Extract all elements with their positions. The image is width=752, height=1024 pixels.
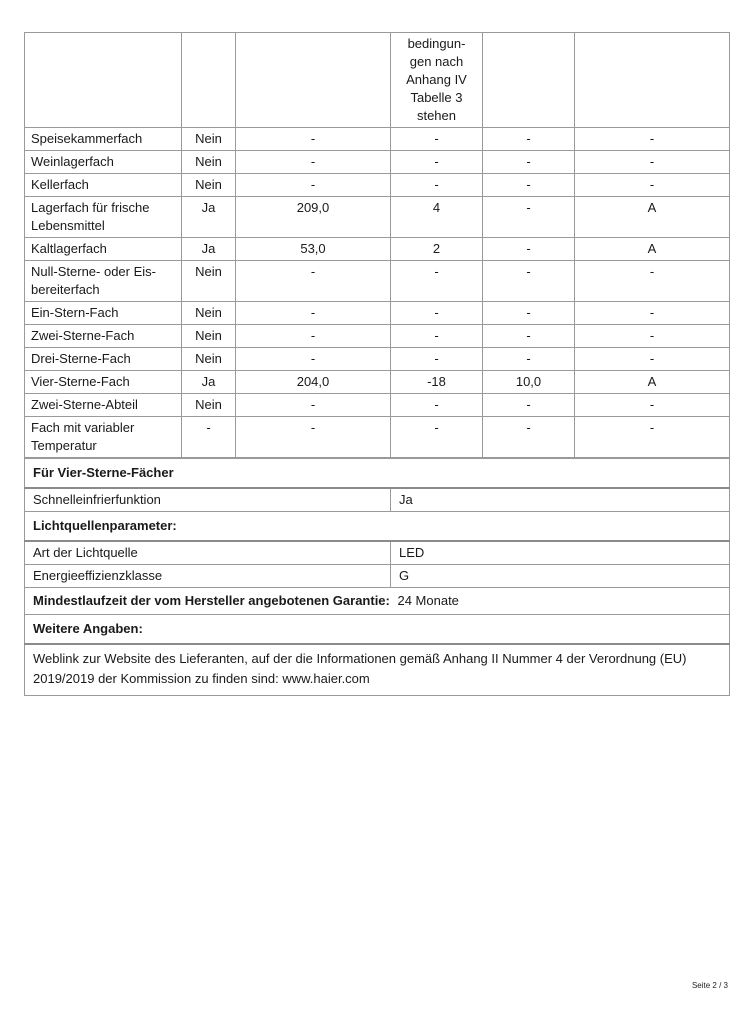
compartment-defrost-type: - [575,394,730,417]
compartment-name: Zwei-Sterne-Fach [25,325,182,348]
warranty-row [25,588,730,615]
compartment-name: Ein-Stern-Fach [25,302,182,325]
compartment-name: Kellerfach [25,174,182,197]
compartment-present: Nein [182,174,236,197]
header-cell-conditions: bedingun- gen nach Anhang IV Tabelle 3 stehen [391,33,483,128]
compartment-temperature: - [391,325,483,348]
compartment-volume: - [236,151,391,174]
compartment-freezing-capacity: - [483,174,575,197]
compartment-defrost-type: - [575,128,730,151]
compartment-volume: - [236,348,391,371]
compartment-defrost-type: - [575,151,730,174]
light-type-label: Art der Lichtquelle [25,541,391,565]
compartment-present: Nein [182,302,236,325]
compartment-defrost-type: - [575,325,730,348]
warranty-label: Mindestlaufzeit der vom Hersteller angebotenen Garantie: [33,593,390,608]
compartment-temperature: - [391,174,483,197]
compartment-name: Weinlagerfach [25,151,182,174]
compartment-temperature: - [391,394,483,417]
compartment-freezing-capacity: - [483,238,575,261]
table-row [25,174,730,197]
further-section [25,615,730,645]
compartment-volume: 204,0 [236,371,391,394]
compartment-present: - [182,417,236,458]
four-star-heading: Für Vier-Sterne-Fächer [25,459,730,489]
compartment-present: Ja [182,371,236,394]
compartment-defrost-type: A [575,197,730,238]
compartment-volume: - [236,174,391,197]
compartment-name: Speisekammerfach [25,128,182,151]
header-cell-empty [25,33,182,128]
compartment-name: Lagerfach für frische Lebensmittel [25,197,182,238]
compartment-present: Nein [182,128,236,151]
compartment-temperature: - [391,261,483,302]
compartment-volume: - [236,417,391,458]
compartment-volume: - [236,302,391,325]
table-row [25,325,730,348]
light-type-row [25,541,730,565]
compartment-freezing-capacity: - [483,197,575,238]
compartment-table [24,32,730,458]
energy-class-label: Energieeffizienzklasse [25,565,391,588]
weblink-row [25,644,730,696]
compartment-freezing-capacity: - [483,128,575,151]
table-row [25,261,730,302]
energy-class-row [25,565,730,588]
four-star-section [25,459,730,489]
table-row [25,394,730,417]
compartment-temperature: 2 [391,238,483,261]
table-row [25,417,730,458]
compartment-name: Vier-Sterne-Fach [25,371,182,394]
quick-freeze-label: Schnelleinfrierfunktion [25,488,391,512]
weblink-text: Weblink zur Website des Lieferanten, auf der die Informationen gemäß Anhang II Nummer 4 der Verordnung (EU) 2019/2019 der Kommission zu finden sind: www.haier.com [25,644,730,696]
compartment-freezing-capacity: - [483,394,575,417]
compartment-temperature: 4 [391,197,483,238]
compartment-present: Nein [182,348,236,371]
compartment-volume: - [236,261,391,302]
compartment-volume: 53,0 [236,238,391,261]
header-cell-empty [182,33,236,128]
compartment-freezing-capacity: - [483,325,575,348]
compartment-present: Nein [182,261,236,302]
header-cell-empty [483,33,575,128]
compartment-present: Nein [182,394,236,417]
warranty-value: 24 Monate [397,593,459,608]
compartment-freezing-capacity: - [483,302,575,325]
light-heading: Lichtquellenparameter: [25,512,730,542]
compartment-present: Ja [182,238,236,261]
header-cell-empty [575,33,730,128]
header-cell-empty [236,33,391,128]
compartment-volume: 209,0 [236,197,391,238]
compartment-temperature: -18 [391,371,483,394]
compartment-freezing-capacity: - [483,417,575,458]
table-header-fragment-row [25,33,730,128]
quick-freeze-row [25,488,730,512]
table-row [25,302,730,325]
compartment-name: Null-Sterne- oder Eis-bereiterfach [25,261,182,302]
compartment-defrost-type: - [575,302,730,325]
compartment-name: Drei-Sterne-Fach [25,348,182,371]
compartment-name: Fach mit variabler Temperatur [25,417,182,458]
compartment-temperature: - [391,151,483,174]
compartment-defrost-type: A [575,238,730,261]
compartment-name: Kaltlagerfach [25,238,182,261]
table-row [25,371,730,394]
compartment-temperature: - [391,128,483,151]
warranty-cell [25,588,730,615]
compartment-present: Nein [182,325,236,348]
compartment-present: Ja [182,197,236,238]
compartment-freezing-capacity: - [483,261,575,302]
compartment-temperature: - [391,302,483,325]
table-row [25,151,730,174]
compartment-temperature: - [391,348,483,371]
light-section [25,512,730,542]
compartment-defrost-type: - [575,417,730,458]
compartment-temperature: - [391,417,483,458]
table-row [25,128,730,151]
light-type-value: LED [391,541,730,565]
further-heading: Weitere Angaben: [25,615,730,645]
info-table [24,458,730,696]
compartment-name: Zwei-Sterne-Abteil [25,394,182,417]
compartment-present: Nein [182,151,236,174]
table-row [25,197,730,238]
compartment-defrost-type: A [575,371,730,394]
energy-class-value: G [391,565,730,588]
compartment-freezing-capacity: - [483,348,575,371]
compartment-defrost-type: - [575,348,730,371]
compartment-volume: - [236,394,391,417]
compartment-defrost-type: - [575,174,730,197]
table-row [25,348,730,371]
quick-freeze-value: Ja [391,488,730,512]
compartment-volume: - [236,325,391,348]
document-sheet [24,32,729,696]
compartment-freezing-capacity: 10,0 [483,371,575,394]
compartment-defrost-type: - [575,261,730,302]
table-row [25,238,730,261]
compartment-volume: - [236,128,391,151]
page-number: Seite 2 / 3 [691,981,728,990]
compartment-freezing-capacity: - [483,151,575,174]
